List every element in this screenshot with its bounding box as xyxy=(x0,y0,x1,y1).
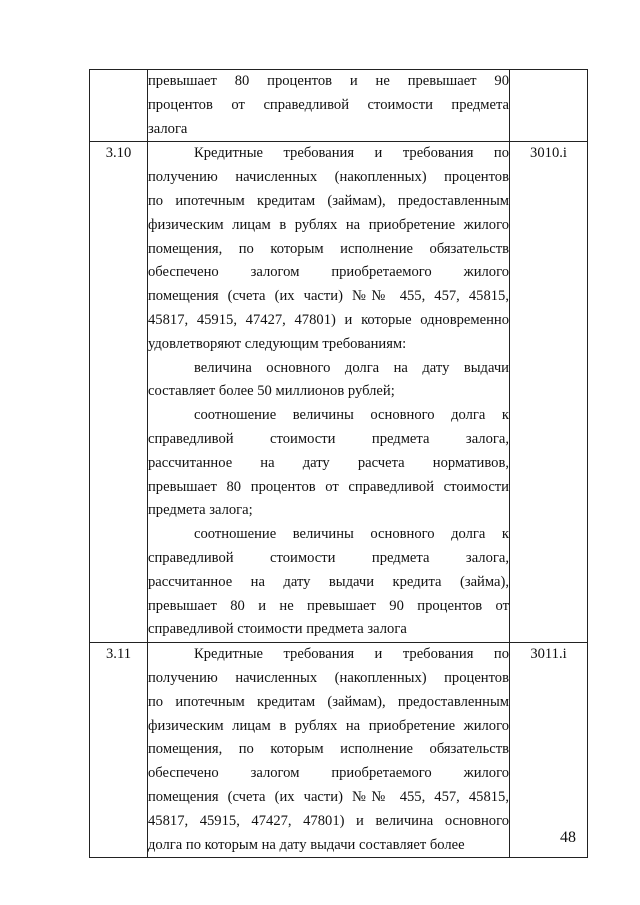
description-paragraph xyxy=(148,357,509,405)
row-code-cell xyxy=(510,70,588,142)
row-code-cell: 3010.i xyxy=(510,142,588,643)
description-paragraph xyxy=(148,523,509,642)
description-paragraph xyxy=(148,70,509,141)
description-paragraph xyxy=(148,404,509,523)
text-line: превышает 80 процентов от справедливой стоимости xyxy=(148,478,509,495)
text-line: обеспечено залогом приобретаемого жилого xyxy=(148,765,509,782)
text-line: справедливой стоимости предмета залога xyxy=(148,621,407,638)
text-line: физическим лицам в рублях на приобретение жилого xyxy=(148,717,509,734)
text-line: по ипотечным кредитам (займам), предоставленным xyxy=(148,693,509,710)
table-body xyxy=(90,70,588,858)
text-line: 45817, 45915, 47427, 47801) и которые одновременно xyxy=(148,311,509,328)
text-line: обеспечено залогом приобретаемого жилого xyxy=(148,264,509,281)
row-description-cell xyxy=(148,70,510,142)
text-line: помещения, по которым исполнение обязательств xyxy=(148,741,509,758)
page-number: 48 xyxy=(560,829,576,846)
description-paragraph xyxy=(148,643,509,857)
row-number-cell: 3.11 xyxy=(90,643,148,858)
text-line: справедливой стоимости предмета залога, xyxy=(148,430,509,447)
table-row xyxy=(90,142,588,643)
row-number-cell: 3.10 xyxy=(90,142,148,643)
text-line: Кредитные требования и требования по xyxy=(194,145,509,162)
table-row xyxy=(90,643,588,858)
row-number-cell xyxy=(90,70,148,142)
description-paragraph xyxy=(148,142,509,356)
table-row xyxy=(90,70,588,142)
text-line: удовлетворяют следующим требованиям: xyxy=(148,335,407,352)
text-line: предмета залога; xyxy=(148,502,253,519)
text-line: долга по которым на дату выдачи составляет более xyxy=(148,836,465,853)
text-line: величина основного долга на дату выдачи xyxy=(194,359,509,376)
text-line: помещения, по которым исполнение обязательств xyxy=(148,240,509,257)
text-line: залога xyxy=(148,120,188,137)
text-line: по ипотечным кредитам (займам), предоставленным xyxy=(148,192,509,209)
text-line: Кредитные требования и требования по xyxy=(194,646,509,663)
text-line: соотношение величины основного долга к xyxy=(194,407,509,424)
text-line: рассчитанное на дату выдачи кредита (займа), xyxy=(148,573,509,590)
text-line: физическим лицам в рублях на приобретение жилого xyxy=(148,216,509,233)
text-line: составляет более 50 миллионов рублей; xyxy=(148,383,395,400)
text-line: получению начисленных (накопленных) процентов xyxy=(148,169,509,186)
text-line: превышает 80 процентов и не превышает 90 xyxy=(148,73,509,89)
text-line: соотношение величины основного долга к xyxy=(194,526,509,543)
text-line: превышает 80 и не превышает 90 процентов от xyxy=(148,597,509,614)
text-line: помещения (счета (их части) №№ 455, 457, 45815, xyxy=(148,788,509,805)
text-line: получению начисленных (накопленных) процентов xyxy=(148,669,509,686)
regulation-table xyxy=(89,69,588,858)
text-line: процентов от справедливой стоимости предмета xyxy=(148,96,509,113)
row-description-cell xyxy=(148,142,510,643)
text-line: справедливой стоимости предмета залога, xyxy=(148,549,509,566)
row-description-cell xyxy=(148,643,510,858)
text-line: рассчитанное на дату расчета нормативов, xyxy=(148,454,509,471)
text-line: помещения (счета (их части) №№ 455, 457, 45815, xyxy=(148,288,509,305)
row-code-cell: 3011.i xyxy=(510,643,588,858)
text-line: 45817, 45915, 47427, 47801) и величина основного xyxy=(148,812,509,829)
